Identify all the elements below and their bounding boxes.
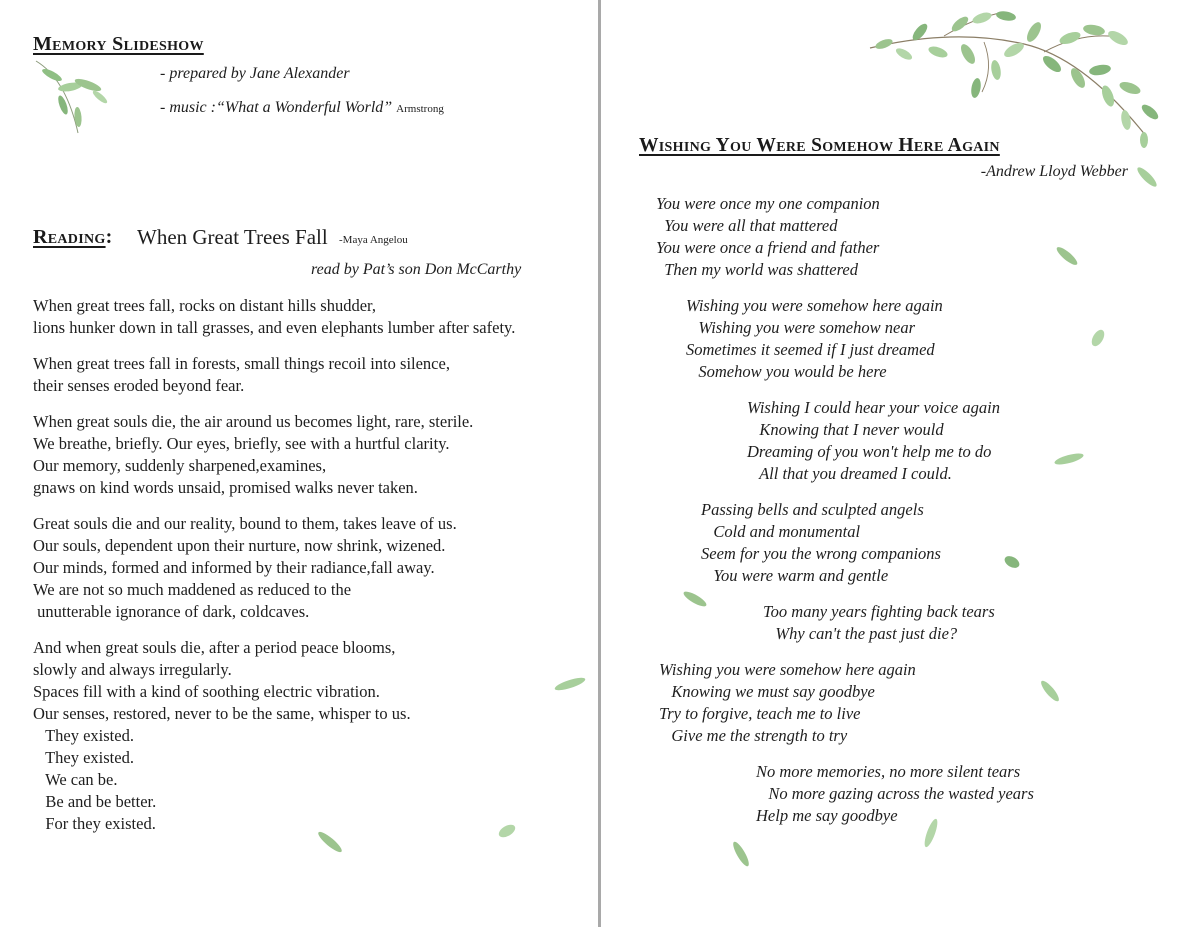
song-stanza [659,659,916,747]
song-stanza [656,193,880,281]
poem-line: Great souls die and our reality, bound to them, takes leave of us. [33,514,457,533]
poem-line: When great trees fall in forests, small things recoil into silence, [33,354,450,373]
page-spine [598,0,601,927]
song-line: Why can't the past just die? [763,624,958,643]
song-line: Seem for you the wrong companions [701,544,941,563]
falling-leaf-icon [1050,240,1084,272]
song-line: Wishing you were somehow near [686,318,915,337]
falling-leaf-icon [728,836,754,872]
song-heading: Wishing You Were Somehow Here Again [639,135,1000,156]
poem-line: When great trees fall, rocks on distant hills shudder, [33,296,376,315]
falling-leaf-icon [310,825,350,859]
song-author: -Andrew Lloyd Webber [980,163,1128,180]
reading-label: Reading [33,226,106,248]
poem-line: Our souls, dependent upon their nurture, now shrink, wizened. [33,536,446,555]
reading-colon: : [105,226,113,248]
song-stanza [701,499,941,587]
music-credit [160,99,444,117]
song-stanza [747,397,1000,485]
poem-line: We breathe, briefly. Our eyes, briefly, see with a hurtful clarity. [33,434,450,453]
poem-line: gnaws on kind words unsaid, promised walks never taken. [33,478,418,497]
song-line: Too many years fighting back tears [763,602,995,621]
reading-author: -Maya Angelou [339,234,408,246]
song-line: No more memories, no more silent tears [756,762,1021,781]
song-line: Cold and monumental [701,522,861,541]
poem-line: lions hunker down in tall grasses, and even elephants lumber after safety. [33,318,516,337]
reading-heading [33,226,113,249]
music-prefix: - music : [160,99,216,116]
poem-line: slowly and always irregularly. [33,660,232,679]
right-page [602,0,1200,927]
falling-leaf-icon [678,586,712,612]
song-line: All that you dreamed I could. [747,464,952,483]
poem-line: And when great souls die, after a period peace blooms, [33,638,396,657]
falling-leaf-icon [494,818,520,844]
poem-stanza [33,637,515,835]
poem-line: They existed. [33,726,134,745]
read-by-credit: read by Pat’s son Don McCarthy [311,261,522,278]
poem-line: Our senses, restored, never to be the same, whisper to us. [33,704,411,723]
poem-line: They existed. [33,748,134,767]
poem-stanza [33,295,515,339]
poem-line: unutterable ignorance of dark, coldcaves. [33,602,310,621]
song-stanza [763,601,995,645]
poem-stanza [33,353,515,397]
falling-leaf-icon [1130,160,1164,194]
song-line: No more gazing across the wasted years [756,784,1034,803]
song-stanza [686,295,943,383]
song-line: Knowing we must say goodbye [659,682,875,701]
reading-title: When Great Trees Fall [137,225,328,249]
falling-leaf-icon [1086,326,1110,350]
poem-line: We can be. [33,770,118,789]
song-line: Somehow you would be here [686,362,887,381]
song-line: You were warm and gentle [701,566,889,585]
poem-stanza [33,411,515,499]
leafy-branch-icon [864,8,1164,148]
music-artist: Armstrong [396,103,444,115]
leaf-sprig-icon [30,55,110,140]
falling-leaf-icon [550,672,590,696]
song-line: You were once my one companion [656,194,880,213]
poem-line: Spaces fill with a kind of soothing electric vibration. [33,682,380,701]
song-line: You were all that mattered [656,216,838,235]
falling-leaf-icon [1000,550,1024,574]
poem-stanza [33,513,515,623]
song-line: Wishing I could hear your voice again [747,398,1000,417]
poem-line: Our memory, suddenly sharpened,examines, [33,456,327,475]
song-line: Help me say goodbye [756,806,898,825]
poem-line: their senses eroded beyond fear. [33,376,245,395]
poem-line: Be and be better. [33,792,157,811]
song-line: Then my world was shattered [656,260,858,279]
song-line: You were once a friend and father [656,238,880,257]
song-line: Wishing you were somehow here again [686,296,943,315]
poem-line: For they existed. [33,814,156,833]
falling-leaf-icon [1034,674,1066,708]
prepared-by-credit: - prepared by Jane Alexander [160,65,350,82]
left-page [0,0,598,927]
memory-slideshow-heading: Memory Slideshow [33,33,204,55]
song-line: Wishing you were somehow here again [659,660,916,679]
song-line: Dreaming of you won't help me to do [747,442,992,461]
song-line: Try to forgive, teach me to live [659,704,861,723]
song-stanza [756,761,1034,827]
music-title: “What a Wonderful World” [215,99,393,116]
poem-line: When great souls die, the air around us becomes light, rare, sterile. [33,412,474,431]
song-line: Sometimes it seemed if I just dreamed [686,340,935,359]
poem-line: We are not so much maddened as reduced to the [33,580,352,599]
song-line: Knowing that I never would [747,420,944,439]
song-line: Give me the strength to try [659,726,848,745]
falling-leaf-icon [1050,448,1088,470]
falling-leaf-icon [920,814,942,852]
poem-line: Our minds, formed and informed by their radiance,fall away. [33,558,435,577]
reading-poem [33,295,515,849]
song-line: Passing bells and sculpted angels [701,500,924,519]
